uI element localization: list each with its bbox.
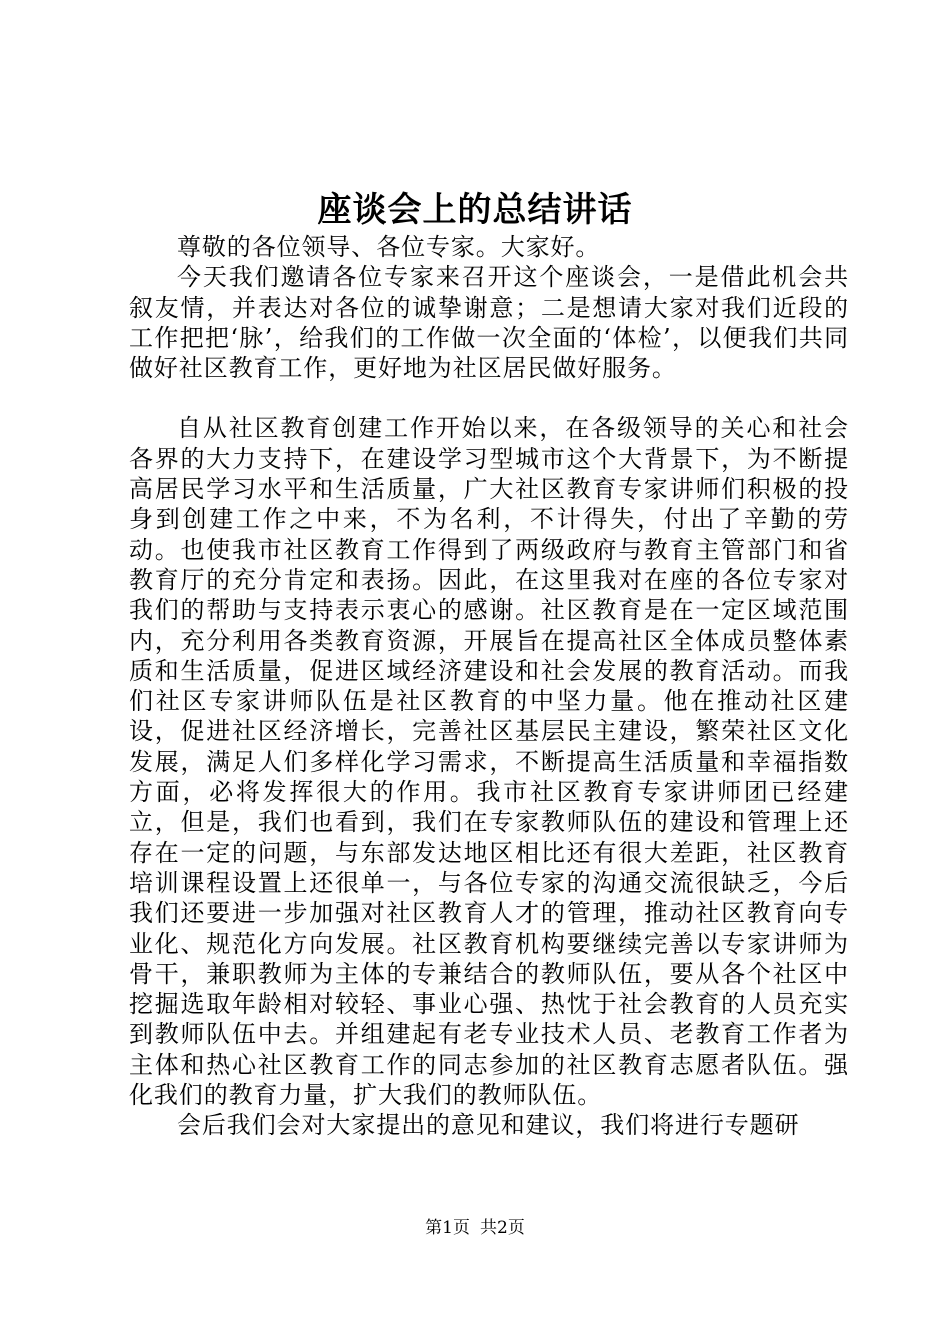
closing-paragraph: 会后我们会对大家提出的意见和建议，我们将进行专题研	[177, 1111, 800, 1140]
opening-paragraph: 今天我们邀请各位专家来召开这个座谈会，一是借此机会共叙友情，并表达对各位的诚挚谢意；二是想请大家对我们近段的工作把把‘脉’，给我们的工作做一次全面的‘体检’，以便我们共同做好社区教育工作，更好地为社区居民做好服务。	[129, 263, 849, 383]
main-paragraph: 自从社区教育创建工作开始以来，在各级领导的关心和社会各界的大力支持下，在建设学习型城市这个大背景下，为不断提高居民学习水平和生活质量，广大社区教育专家讲师们积极的投身到创建工作之中来，不为名利，不计得失，付出了辛勤的劳动。也使我市社区教育工作得到了两级政府与教育主管部门和省教育厅的充分肯定和表扬。因此，在这里我对在座的各位专家对我们的帮助与支持表示衷心的感谢。社区教育是在一定区域范围内，充分利用各类教育资源，开展旨在提高社区全体成员整体素质和生活质量，促进区域经济建设和社会发展的教育活动。而我们社区专家讲师队伍是社区教育的中坚力量。他在推动社区建设，促进社区经济增长，完善社区基层民主建设，繁荣社区文化发展，满足人们多样化学习需求，不断提高生活质量和幸福指数方面，必将发挥很大的作用。我市社区教育专家讲师团已经建立，但是，我们也看到，我们在专家教师队伍的建设和管理上还存在一定的问题，与东部发达地区相比还有很大差距，社区教育培训课程设置上还很单一，与各位专家的沟通交流很缺乏，今后我们还要进一步加强对社区教育人才的管理，推动社区教育向专业化、规范化方向发展。社区教育机构要继续完善以专家讲师为骨干，兼职教师为主体的专兼结合的教师队伍，要从各个社区中挖掘选取年龄相对较轻、事业心强、热忱于社会教育的人员充实到教师队伍中去。并组建起有老专业技术人员、老教育工作者为主体和热心社区教育工作的同志参加的社区教育志愿者队伍。强化我们的教育力量，扩大我们的教师队伍。	[129, 414, 849, 1110]
page-number: 第1页	[425, 1218, 470, 1238]
salutation-paragraph: 尊敬的各位领导、各位专家。大家好。	[177, 233, 601, 261]
document-body	[129, 232, 849, 1141]
page-footer	[0, 1216, 950, 1240]
page-total: 共2页	[480, 1218, 525, 1238]
document-title: 座谈会上的总结讲话	[317, 190, 633, 230]
